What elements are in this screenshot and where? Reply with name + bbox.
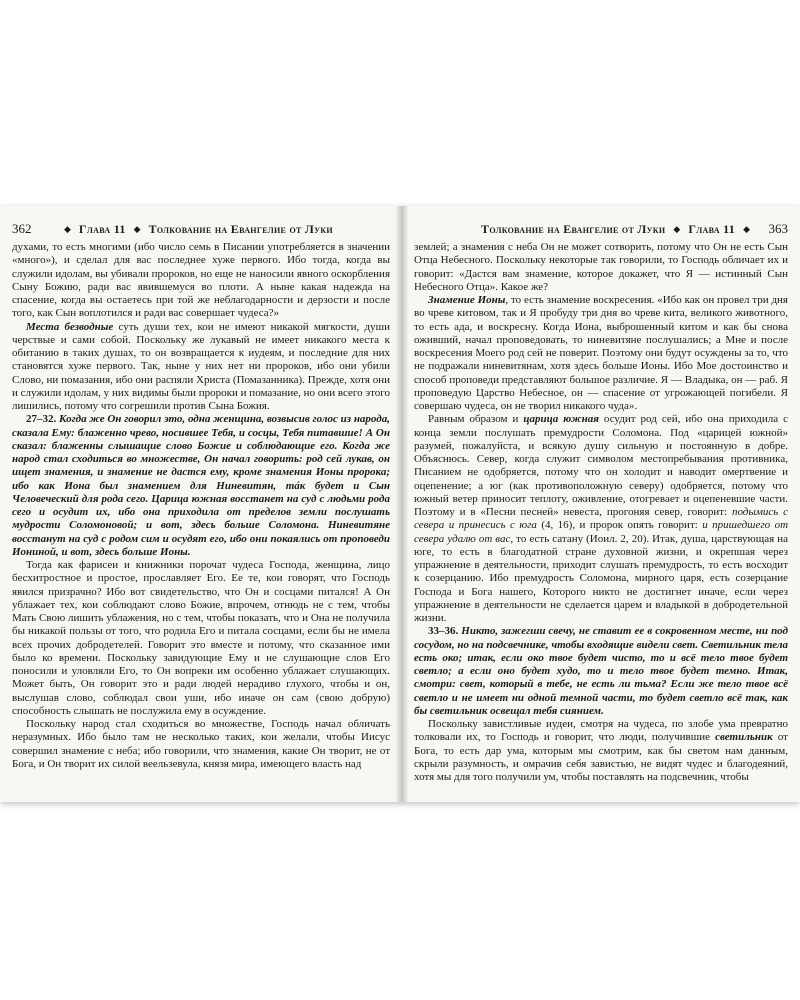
paragraph <box>414 294 788 413</box>
text-run: (4, 16), и пророк опять говорит: <box>536 519 703 532</box>
paragraph <box>414 413 788 625</box>
left-page-text <box>12 241 390 771</box>
scripture-quote <box>12 413 390 559</box>
paragraph-text: суть души тех, кои не имеют никакой мягкости, души черствые и сами собой. Поскольку же лукавый не имеет никакого места к обитанию в таких душах, то он возвращается к иудеям, и последние для них становятся хуже первого. Так, ныне у них нет ни пророков, ибо они убили Слово, ни помазания, ибо они распяли Христа (Помазанника). Прежде, хотя они и служили идолам, у них видимы были пророки и помазание, но они всего этого лишились, потому что согрешили против Сына Божия. <box>12 320 390 412</box>
text-run: осудит род сей, ибо она приходила с конца земли послушать премудрости Соломона. Под «царицей южной» разумей, пожалуйста, и всякую душу сильную и постоянную в добре. Объяснюсь. Север, когда служит символом местопребывания противника, Писанием не одобряется, потому что он холодит и наводит омертвение и оцепенение; а юг (как противоположную северу) одобряется, потому что южный ветер приносит теплоту, оживление, отогревает и оцепеневшие части. Поэтому и в «Песни песней» невеста, прогоняя север, говорит: <box>414 413 788 518</box>
text-run: Равным образом и <box>428 413 524 426</box>
book-spread <box>0 206 800 802</box>
lead-term: Знамение Ионы <box>428 294 506 306</box>
right-page-header <box>414 220 788 238</box>
paragraph-text: , то есть знамение воскресения. «Ибо как он провел три дня во чреве китовом, так и Я пробуду три дня во чреве кита, великого животного, то есть ада, и воскресну. Когда Иона, выброшенный китом и как бы снова оживший, начал проповедовать, то ниневитяне послушались; а Мне и после воскресения Моего род сей не поверит. Поэтому они будут осуждены за то, что не подражали ниневитянам, хотя здесь больше Ионы. Ибо Мое достоинство и способ проповеди представляют большое различие. Я — Владыка, он — раб. Я проповедую Царство Небесное, он — спасение от угрожающей погибели. Я совершаю чудеса, он не творил никакого чуда». <box>414 294 788 412</box>
scripture-quote <box>414 625 788 718</box>
diamond-ornament-icon: ◆ <box>133 224 141 234</box>
running-head <box>481 220 758 238</box>
quoted-phrase: подымись с севера и принесись с юга <box>414 506 788 532</box>
text-run: Поскольку завистливые иудеи, смотря на чудеса, по злобе ума превратно толковали их, то Господь и говорит, что люди, получившие <box>414 718 788 744</box>
page-number: 362 <box>12 221 32 236</box>
paragraph <box>12 321 390 414</box>
lead-term: Места безводные <box>26 320 114 333</box>
verse-text: Никто, зажегши свечу, не ставит ее в сокровенном месте, ни под сосудом, но на подсвечнике, чтобы входящие видели свет. Светильник тела есть око; итак, если око твое будет чисто, то и всё тело твое будет светло; а если оно будет худо, то и тело твое будет темно. Итак, смотри: свет, который в тебе, не есть ли тьма? Если же тело твое всё светло и не имеет ни одной темной части, то будет светло всё так, как бы светильник освещал тебя сиянием. <box>414 625 788 717</box>
right-page <box>414 220 788 784</box>
running-head <box>56 220 333 238</box>
book-title: Толкование на Евангелие от Луки <box>148 222 333 236</box>
diamond-ornament-icon: ◆ <box>64 224 71 234</box>
continued-paragraph: землей; а знамения с неба Он не может сотворить, потому что Он не есть Сын Отца Небесного. Поскольку некоторые так говорили, то Господь обличает их и говорит: «Дастся вам знамение, которое докажет, что Я — истинный Сын Небесного Отца». Какое же? <box>414 241 788 293</box>
left-page <box>12 220 390 771</box>
page-number: 363 <box>768 221 788 236</box>
diamond-ornament-icon: ◆ <box>743 224 750 234</box>
chapter-label: Глава 11 <box>78 222 126 236</box>
chapter-label: Глава 11 <box>688 222 736 236</box>
paragraph: Тогда как фарисеи и книжники порочат чудеса Господа, женщина, лицо бесхитростное и простое, прославляет Его. Ее те, кои говорят, что Господь явился призрачно? Ибо вот свидетельство, что Он и сосцами питался! А Он ублажает тех, кои соблюдают слово Божие, впрочем, отнюдь не с тем, чтобы Мать Свою лишить ублажения, но с тем, чтобы показать, что и Она не получила бы никакой пользы от того, что родила Его и питала сосцами, если бы не имела всех прочих добродетелей. Говорит это вместе и потому, что сказанное ими было ко времени. Поскольку завидующие Ему и не слушающие слов Его поносили и уловляли Его, то Он вопреки им особенно ублажает слушающих. Может быть, Он говорит это и ради людей нерадиво глухого, чтобы и он, выслушав слово, соблюдал свои уши, ибо иначе он сам (свою добрую) способность слышать не послужила ему в осуждение. <box>12 559 390 717</box>
verse-number: 33–36. <box>428 625 459 638</box>
diamond-ornament-icon: ◆ <box>673 224 681 234</box>
quoted-phrase: и пришедшего от севера удалю от вас <box>414 519 788 545</box>
verse-number: 27–32. <box>26 413 57 426</box>
emphasized-term: царица южная <box>523 413 599 426</box>
verse-text: Когда же Он говорил это, одна женщина, возвысив голос из народа, сказала Ему: блаженно чрево, носившее Тебя, и сосцы, Тебя питавшие! А Он сказал: блаженны слышащие слово Божие и соблюдающие его. Когда же народ стал сходиться во множестве, Он начал говорить: род сей лукав, он ищет знамения, и знамение не дастся ему, кроме знамения Ионы пророка; ибо как Иона был знамением для Ниневитян, тáк будет и Сын Человеческий для рода сего. Царица южная восстанет на суд с людьми рода сего и осудит их, ибо она приходила от пределов земли послушать мудрости Соломоновой; и вот, здесь больше Соломона. Ниневитяне восстанут на суд с родом сим и осудят его, ибо они покаялись от проповеди Иониной, и вот, здесь больше Ионы. <box>12 413 390 558</box>
continued-paragraph: духами, то есть многими (ибо число семь в Писании употребляется в значении «много»), и сделал для вас последнее хуже первого. Ибо тогда, когда вы служили идолам, вы убивали пророков, но еще не наносили явного оскорбления Сыну Божию, ради вас явившемуся во плоти. А ныне какая надежда на спасение, когда вы остаетесь при той же неблагодарности и дерзости и после того, как Сын воплотился и ради вас совершает чудеса?» <box>12 241 390 320</box>
left-page-header <box>12 220 390 238</box>
paragraph: Поскольку народ стал сходиться во множестве, Господь начал обличать неразумных. Ибо было там не несколько таких, кои желали, чтобы Иисус совершил знамение с неба; ибо говорили, что знамения, какие Он творит, не от Бога, и Он творит их силой веельзевула, князя мира, имеющего власть над <box>12 718 390 770</box>
right-page-text <box>414 241 788 784</box>
text-run: от Бога, то есть дар ума, которым мы смотрим, как бы светом нам данным, скрыли разумность, и омрачив себя завистью, не видят чудес и благодеяний, хотя мы для того получили ум, чтобы поставлять на подсвечник, чтобы <box>414 731 788 783</box>
book-title: Толкование на Евангелие от Луки <box>481 222 666 236</box>
text-run: , то есть сатану (Иоил. 2, 20). Итак, душа, царствующая на юге, то есть в благодатной стране духовной жизни, и окрепшая через упражнение в деятельности, приходит слушать премудрость, то есть восходит к созерцанию. Ибо премудрость Соломона, мирного царя, есть созерцание Господа и Бога нашего, Которого никто не достигнет иначе, если через упражнение в деятельности не сделается царем и владыкой в добродетельной жизни. <box>414 532 788 624</box>
book-gutter <box>395 206 409 802</box>
paragraph <box>414 718 788 784</box>
emphasized-term: светильник <box>715 731 773 744</box>
